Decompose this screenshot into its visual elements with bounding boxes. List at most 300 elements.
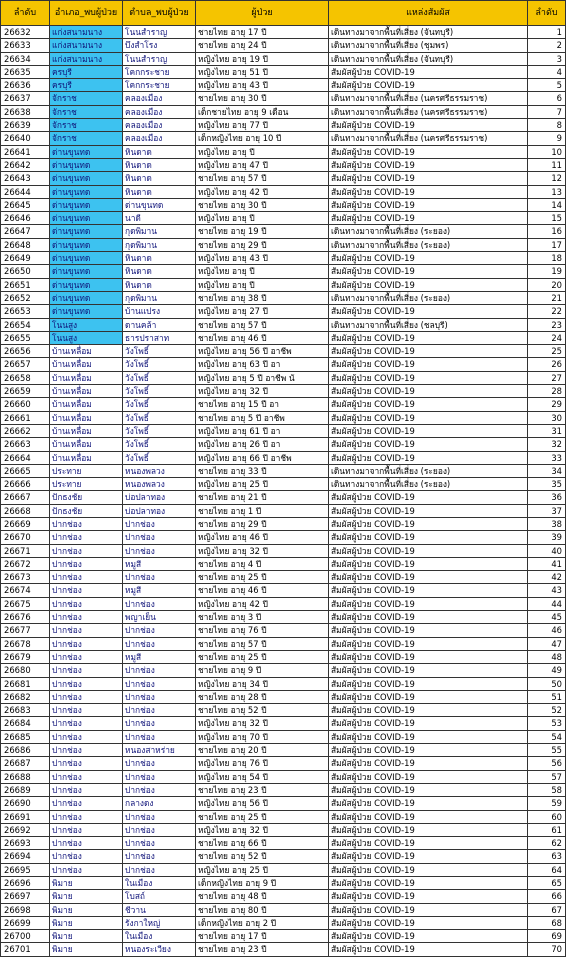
cell-tambon: พญาเย็น [123,611,196,624]
table-row [1,531,566,544]
cell-source: สัมผัสผู้ป่วย COVID-19 [329,491,528,504]
cell-source: เดินทางมาจากพื้นที่เสี่ยง (ชลบุรี) [329,318,528,331]
cell-tambon: ปากช่อง [123,837,196,850]
cell-patient: หญิงไทย อายุ 43 ปี [196,79,329,92]
table-row [1,810,566,823]
table-row [1,39,566,52]
cell-id: 26649 [1,252,50,265]
table-row [1,863,566,876]
cell-patient: ชายไทย อายุ 4 ปี [196,557,329,570]
cell-order: 45 [528,611,566,624]
cell-patient: ชายไทย อายุ 28 ปี [196,690,329,703]
cell-patient: หญิงไทย อายุ 32 ปี [196,717,329,730]
cell-id: 26646 [1,212,50,225]
cell-order: 68 [528,916,566,929]
cell-source: สัมผัสผู้ป่วย COVID-19 [329,837,528,850]
cell-amphoe: ปากช่อง [50,544,123,557]
cell-id: 26655 [1,331,50,344]
cell-order: 36 [528,491,566,504]
cell-source: สัมผัสผู้ป่วย COVID-19 [329,517,528,530]
cell-amphoe: ด่านขุนทด [50,252,123,265]
cell-amphoe: พิมาย [50,903,123,916]
cell-amphoe: ปากช่อง [50,744,123,757]
header-source: แหล่งสัมผัส [329,1,528,26]
cell-id: 26693 [1,837,50,850]
cell-amphoe: แก่งสนามนาง [50,52,123,65]
cell-id: 26639 [1,119,50,132]
cell-source: สัมผัสผู้ป่วย COVID-19 [329,690,528,703]
cell-patient: ชายไทย อายุ 29 ปี [196,238,329,251]
cell-patient: ชายไทย อายุ 52 ปี [196,704,329,717]
cell-amphoe: ปากช่อง [50,863,123,876]
table-row [1,584,566,597]
cell-amphoe: ปากช่อง [50,677,123,690]
cell-source: สัมผัสผู้ป่วย COVID-19 [329,597,528,610]
cell-patient: ชายไทย อายุ 25 ปี [196,810,329,823]
table-row [1,305,566,318]
cell-amphoe: ด่านขุนทด [50,291,123,304]
cell-source: สัมผัสผู้ป่วย COVID-19 [329,424,528,437]
cell-amphoe: บ้านเหลื่อม [50,358,123,371]
header-tambon: ตำบล_พบผู้ป่วย [123,1,196,26]
table-row [1,385,566,398]
cell-source: สัมผัสผู้ป่วย COVID-19 [329,943,528,956]
cell-id: 26675 [1,597,50,610]
cell-tambon: ปากช่อง [123,664,196,677]
cell-order: 49 [528,664,566,677]
cell-order: 13 [528,185,566,198]
cell-order: 11 [528,158,566,171]
cell-id: 26638 [1,105,50,118]
cell-amphoe: ปักธงชัย [50,504,123,517]
table-row [1,916,566,929]
cell-source: สัมผัสผู้ป่วย COVID-19 [329,783,528,796]
cell-tambon: ปากช่อง [123,544,196,557]
cell-source: สัมผัสผู้ป่วย COVID-19 [329,172,528,185]
cell-id: 26673 [1,571,50,584]
cell-source: สัมผัสผู้ป่วย COVID-19 [329,744,528,757]
cell-amphoe: พิมาย [50,890,123,903]
cell-patient: ชายไทย อายุ 23 ปี [196,943,329,956]
cell-order: 69 [528,930,566,943]
cell-id: 26653 [1,305,50,318]
cell-patient: หญิงไทย อายุ 32 ปี [196,385,329,398]
cell-patient: หญิงไทย อายุ 56 ปี [196,797,329,810]
cell-amphoe: ปากช่อง [50,690,123,703]
table-row [1,504,566,517]
table-row [1,677,566,690]
cell-patient: หญิงไทย อายุ 61 ปี อา [196,424,329,437]
table-row [1,451,566,464]
cell-source: เดินทางมาจากพื้นที่เสี่ยง (ระยอง) [329,225,528,238]
cell-amphoe: ปากช่อง [50,557,123,570]
cell-amphoe: บ้านเหลื่อม [50,411,123,424]
cell-id: 26665 [1,464,50,477]
cell-source: สัมผัสผู้ป่วย COVID-19 [329,265,528,278]
cell-patient: หญิงไทย อายุ 34 ปี [196,677,329,690]
cell-source: สัมผัสผู้ป่วย COVID-19 [329,358,528,371]
cell-id: 26668 [1,504,50,517]
cell-source: สัมผัสผู้ป่วย COVID-19 [329,916,528,929]
cell-id: 26644 [1,185,50,198]
cell-id: 26663 [1,438,50,451]
cell-patient: ชายไทย อายุ 57 ปี [196,318,329,331]
cell-amphoe: ด่านขุนทด [50,172,123,185]
table-row [1,837,566,850]
cell-source: สัมผัสผู้ป่วย COVID-19 [329,385,528,398]
table-row [1,717,566,730]
cell-source: สัมผัสผู้ป่วย COVID-19 [329,890,528,903]
cell-patient: หญิงไทย อายุ 77 ปี [196,119,329,132]
cell-order: 51 [528,690,566,703]
cell-order: 44 [528,597,566,610]
cell-tambon: ปากช่อง [123,677,196,690]
cell-patient: ชายไทย อายุ 30 ปี [196,198,329,211]
cell-tambon: ปากช่อง [123,597,196,610]
cell-id: 26659 [1,385,50,398]
table-row [1,331,566,344]
cell-patient: หญิงไทย อายุ 56 ปี อาชีพ [196,345,329,358]
cell-order: 41 [528,557,566,570]
table-row [1,119,566,132]
table-row [1,544,566,557]
cell-id: 26664 [1,451,50,464]
cell-tambon: ปากช่อง [123,823,196,836]
cell-tambon: ปากช่อง [123,717,196,730]
cell-id: 26688 [1,770,50,783]
cell-amphoe: บ้านเหลื่อม [50,424,123,437]
cell-id: 26650 [1,265,50,278]
cell-tambon: ในเมือง [123,930,196,943]
cell-tambon: หนองพลวง [123,464,196,477]
cell-order: 38 [528,517,566,530]
cell-order: 2 [528,39,566,52]
cell-id: 26700 [1,930,50,943]
cell-source: สัมผัสผู้ป่วย COVID-19 [329,411,528,424]
cell-order: 52 [528,704,566,717]
cell-patient: ชายไทย อายุ 48 ปี [196,890,329,903]
cell-patient: หญิงไทย อายุ 47 ปี [196,158,329,171]
cell-amphoe: ปากช่อง [50,757,123,770]
cell-patient: ชายไทย อายุ 24 ปี [196,39,329,52]
cell-id: 26634 [1,52,50,65]
table-row [1,770,566,783]
cell-patient: หญิงไทย อายุ ปี [196,265,329,278]
cell-id: 26667 [1,491,50,504]
cell-amphoe: ปากช่อง [50,837,123,850]
cell-id: 26670 [1,531,50,544]
cell-order: 53 [528,717,566,730]
cell-source: สัมผัสผู้ป่วย COVID-19 [329,677,528,690]
cell-order: 43 [528,584,566,597]
table-row [1,690,566,703]
cell-patient: หญิงไทย อายุ 25 ปี [196,478,329,491]
cell-amphoe: จักราช [50,92,123,105]
cell-id: 26632 [1,26,50,39]
table-body [1,26,566,957]
cell-source: สัมผัสผู้ป่วย COVID-19 [329,65,528,78]
table-row [1,291,566,304]
cell-id: 26635 [1,65,50,78]
header-row [1,1,566,26]
cell-id: 26676 [1,611,50,624]
table-row [1,26,566,39]
cell-patient: หญิงไทย อายุ 46 ปี [196,531,329,544]
cell-patient: ชายไทย อายุ 80 ปี [196,903,329,916]
cell-tambon: วังโพธิ์ [123,345,196,358]
cell-order: 20 [528,278,566,291]
cell-patient: หญิงไทย อายุ 66 ปี อาชีพ [196,451,329,464]
cell-order: 23 [528,318,566,331]
cell-amphoe: ด่านขุนทด [50,212,123,225]
cell-amphoe: ปากช่อง [50,517,123,530]
table-row [1,318,566,331]
cell-patient: ชายไทย อายุ 3 ปี [196,611,329,624]
cell-amphoe: พิมาย [50,916,123,929]
cell-amphoe: ปากช่อง [50,624,123,637]
cell-order: 18 [528,252,566,265]
cell-amphoe: แก่งสนามนาง [50,39,123,52]
cell-id: 26654 [1,318,50,331]
cell-tambon: วังโพธิ์ [123,438,196,451]
cell-amphoe: ปากช่อง [50,650,123,663]
cell-patient: หญิงไทย อายุ 26 ปี อา [196,438,329,451]
cell-order: 34 [528,464,566,477]
cell-source: สัมผัสผู้ป่วย COVID-19 [329,438,528,451]
cell-source: เดินทางมาจากพื้นที่เสี่ยง (ระยอง) [329,478,528,491]
cell-amphoe: พิมาย [50,943,123,956]
cell-id: 26695 [1,863,50,876]
table-row [1,517,566,530]
cell-id: 26636 [1,79,50,92]
cell-id: 26699 [1,916,50,929]
cell-tambon: ปากช่อง [123,850,196,863]
table-row [1,52,566,65]
cell-tambon: ปากช่อง [123,757,196,770]
cell-amphoe: พิมาย [50,930,123,943]
cell-id: 26672 [1,557,50,570]
cell-order: 26 [528,358,566,371]
cell-tambon: กุดพิมาน [123,225,196,238]
cell-patient: ชายไทย อายุ 66 ปี [196,837,329,850]
cell-source: สัมผัสผู้ป่วย COVID-19 [329,704,528,717]
cell-patient: หญิงไทย อายุ ปี [196,145,329,158]
cell-patient: หญิงไทย อายุ 51 ปี [196,65,329,78]
table-row [1,783,566,796]
cell-amphoe: ปากช่อง [50,584,123,597]
cell-source: สัมผัสผู้ป่วย COVID-19 [329,198,528,211]
cell-patient: หญิงไทย อายุ 32 ปี [196,544,329,557]
table-row [1,478,566,491]
cell-source: สัมผัสผู้ป่วย COVID-19 [329,903,528,916]
cell-source: สัมผัสผู้ป่วย COVID-19 [329,145,528,158]
cell-amphoe: ปากช่อง [50,597,123,610]
cell-id: 26684 [1,717,50,730]
cell-source: สัมผัสผู้ป่วย COVID-19 [329,305,528,318]
cell-amphoe: แก่งสนามนาง [50,26,123,39]
cell-amphoe: ปากช่อง [50,770,123,783]
cell-source: เดินทางมาจากพื้นที่เสี่ยง (ระยอง) [329,464,528,477]
cell-source: สัมผัสผู้ป่วย COVID-19 [329,584,528,597]
cell-patient: หญิงไทย อายุ ปี [196,278,329,291]
table-row [1,265,566,278]
cell-order: 65 [528,877,566,890]
cell-order: 30 [528,411,566,424]
cell-source: เดินทางมาจากพื้นที่เสี่ยง (นครศรีธรรมราช) [329,105,528,118]
cell-patient: ชายไทย อายุ 5 ปี อาชีพ [196,411,329,424]
cell-order: 58 [528,783,566,796]
cell-source: สัมผัสผู้ป่วย COVID-19 [329,252,528,265]
cell-id: 26648 [1,238,50,251]
cell-id: 26640 [1,132,50,145]
cell-order: 28 [528,385,566,398]
cell-source: สัมผัสผู้ป่วย COVID-19 [329,717,528,730]
cell-order: 3 [528,52,566,65]
cell-order: 29 [528,398,566,411]
cell-tambon: ปากช่อง [123,783,196,796]
cell-tambon: โคกกระชาย [123,79,196,92]
cell-order: 59 [528,797,566,810]
cell-order: 7 [528,105,566,118]
header-id: ลำดับ [1,1,50,26]
cell-patient: ชายไทย อายุ 17 ปี [196,930,329,943]
cell-source: เดินทางมาจากพื้นที่เสี่ยง (ระยอง) [329,238,528,251]
cell-amphoe: ด่านขุนทด [50,238,123,251]
cell-order: 42 [528,571,566,584]
cell-id: 26685 [1,730,50,743]
cell-patient: หญิงไทย อายุ ปี [196,212,329,225]
table-row [1,238,566,251]
table-row [1,823,566,836]
cell-id: 26661 [1,411,50,424]
table-row [1,890,566,903]
cell-patient: ชายไทย อายุ 1 ปี [196,504,329,517]
cell-source: เดินทางมาจากพื้นที่เสี่ยง (จันทบุรี) [329,52,528,65]
cell-amphoe: จักราช [50,105,123,118]
cell-source: สัมผัสผู้ป่วย COVID-19 [329,624,528,637]
cell-patient: หญิงไทย อายุ 5 ปี อาชีพ นั [196,371,329,384]
cell-tambon: คลองเมือง [123,119,196,132]
cell-source: สัมผัสผู้ป่วย COVID-19 [329,185,528,198]
table-row [1,930,566,943]
table-row [1,252,566,265]
cell-patient: ชายไทย อายุ 9 ปี [196,664,329,677]
cell-id: 26666 [1,478,50,491]
cell-tambon: กุดพิมาน [123,291,196,304]
cell-id: 26687 [1,757,50,770]
table-row [1,345,566,358]
cell-amphoe: บ้านเหลื่อม [50,385,123,398]
cell-amphoe: ด่านขุนทด [50,158,123,171]
cell-source: สัมผัสผู้ป่วย COVID-19 [329,664,528,677]
cell-amphoe: ด่านขุนทด [50,145,123,158]
cell-amphoe: ประทาย [50,464,123,477]
cell-id: 26657 [1,358,50,371]
cell-id: 26660 [1,398,50,411]
cell-order: 5 [528,79,566,92]
cell-tambon: วังโพธิ์ [123,411,196,424]
cell-source: สัมผัสผู้ป่วย COVID-19 [329,451,528,464]
cell-order: 57 [528,770,566,783]
cell-tambon: คลองเมือง [123,105,196,118]
cell-amphoe: บ้านเหลื่อม [50,345,123,358]
cell-id: 26697 [1,890,50,903]
cell-source: สัมผัสผู้ป่วย COVID-19 [329,331,528,344]
cell-tambon: บ้านแปรง [123,305,196,318]
cell-order: 17 [528,238,566,251]
cell-order: 27 [528,371,566,384]
cell-patient: ชายไทย อายุ 25 ปี [196,650,329,663]
cell-tambon: ปากช่อง [123,810,196,823]
cell-patient: ชายไทย อายุ 76 ปี [196,624,329,637]
cell-source: สัมผัสผู้ป่วย COVID-19 [329,823,528,836]
cell-tambon: รังกาใหญ่ [123,916,196,929]
cell-tambon: หนองพลวง [123,478,196,491]
cell-amphoe: บ้านเหลื่อม [50,451,123,464]
cell-order: 47 [528,637,566,650]
cell-patient: ชายไทย อายุ 57 ปี [196,637,329,650]
cell-source: สัมผัสผู้ป่วย COVID-19 [329,158,528,171]
cell-tambon: ปากช่อง [123,730,196,743]
cell-id: 26643 [1,172,50,185]
cell-source: สัมผัสผู้ป่วย COVID-19 [329,345,528,358]
cell-patient: ชายไทย อายุ 46 ปี [196,331,329,344]
table-row [1,571,566,584]
table-row [1,903,566,916]
cell-tambon: ปากช่อง [123,517,196,530]
cell-order: 62 [528,837,566,850]
cell-order: 32 [528,438,566,451]
cell-patient: ชายไทย อายุ 17 ปี [196,26,329,39]
cell-tambon: บึงสำโรง [123,39,196,52]
cell-source: เดินทางมาจากพื้นที่เสี่ยง (ชุมพร) [329,39,528,52]
cell-tambon: ด่านขุนทด [123,198,196,211]
cell-patient: หญิงไทย อายุ 27 ปี [196,305,329,318]
cell-id: 26647 [1,225,50,238]
cell-order: 66 [528,890,566,903]
cell-tambon: ปากช่อง [123,571,196,584]
cell-patient: ชายไทย อายุ 21 ปี [196,491,329,504]
cell-tambon: วังโพธิ์ [123,424,196,437]
cell-patient: ชายไทย อายุ 25 ปี [196,571,329,584]
cell-amphoe: บ้านเหลื่อม [50,438,123,451]
cell-tambon: คลองเมือง [123,132,196,145]
cell-amphoe: พิมาย [50,877,123,890]
table-row [1,611,566,624]
cell-order: 19 [528,265,566,278]
table-row [1,225,566,238]
cell-amphoe: ปากช่อง [50,730,123,743]
cell-amphoe: จักราช [50,132,123,145]
table-row [1,79,566,92]
cell-amphoe: จักราช [50,119,123,132]
cell-order: 35 [528,478,566,491]
cell-patient: ชายไทย อายุ 57 ปี [196,172,329,185]
cell-id: 26652 [1,291,50,304]
cell-id: 26690 [1,797,50,810]
cell-patient: หญิงไทย อายุ 42 ปี [196,597,329,610]
cell-source: สัมผัสผู้ป่วย COVID-19 [329,571,528,584]
cell-patient: หญิงไทย อายุ 19 ปี [196,52,329,65]
cell-id: 26641 [1,145,50,158]
cell-order: 10 [528,145,566,158]
table-row [1,92,566,105]
cell-source: สัมผัสผู้ป่วย COVID-19 [329,850,528,863]
cell-tambon: บ่อปลาทอง [123,491,196,504]
table-row [1,597,566,610]
cell-order: 50 [528,677,566,690]
cell-patient: เด็กหญิงไทย อายุ 10 ปี [196,132,329,145]
